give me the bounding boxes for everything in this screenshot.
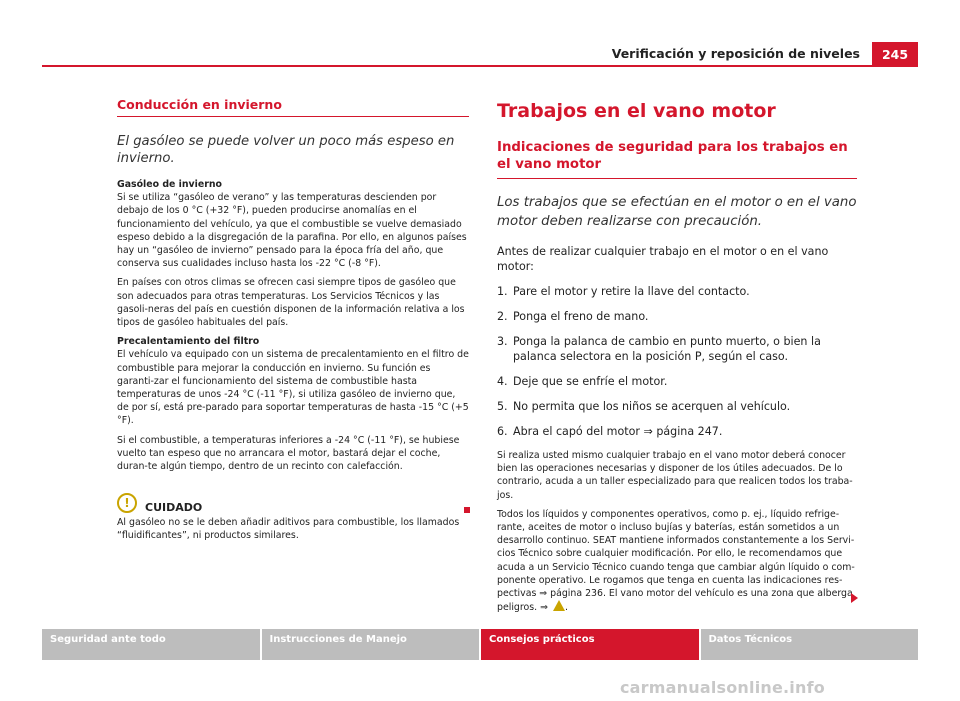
tab-seguridad[interactable]: Seguridad ante todo (42, 629, 260, 660)
list-item: 1. Pare el motor y retire la llave del contacto. (497, 285, 750, 298)
chapter-title: Trabajos en el vano motor (497, 100, 776, 122)
intro-paragraph: Antes de realizar cualquier trabajo en el motor o en el vano motor: (497, 245, 829, 273)
list-item: 6. Abra el capó del motor ⇒ página 247. (497, 425, 723, 438)
caution-label: CUIDADO (145, 501, 203, 515)
watermark: carmanualsonline.info (620, 678, 825, 697)
subheading-winter-diesel: Gasóleo de invierno (117, 179, 222, 190)
lead-text-winter: El gasóleo se puede volver un poco más espeso en invierno. (117, 134, 455, 166)
header-rule (42, 65, 872, 67)
running-header-title: Verificación y reposición de niveles (611, 46, 860, 61)
list-item: 5. No permita que los niños se acerquen al vehículo. (497, 400, 791, 413)
footer-nav (42, 629, 918, 660)
exclamation-icon: ! (117, 493, 137, 513)
paragraph: En países con otros climas se ofrecen casi siempre tipos de gasóleo que son adecuados para otras temperaturas. Los Servicios Técnicos y las gasoli-neras del país en cuestión disponen de la información relativa a los tipos de gasóleo habituales del país. (117, 277, 465, 329)
paragraph: El vehículo va equipado con un sistema de precalentamiento en el filtro de combustible para mejorar la conducción en invierno. Su función es garanti-zar el funcionamiento del sistema de combustible hasta temperaturas de unos -24 °C (-11 °F), si utiliza gasóleo de invierno que, de por sí, está pre-parado para soportar temperaturas de hasta -15 °C (+5 °F). (117, 349, 469, 427)
caution-text: Al gasóleo no se le deben añadir aditivos para combustible, los llamados “fluidificantes”, ni productos similares. (117, 517, 460, 542)
tab-instrucciones[interactable]: Instrucciones de Manejo (262, 629, 480, 660)
section-title-safety: Indicaciones de seguridad para los trabajos en el vano motor (497, 139, 857, 179)
subheading-filter-preheat: Precalentamiento del filtro (117, 336, 260, 348)
steps-list (497, 284, 857, 439)
left-column (117, 97, 469, 549)
right-column (497, 100, 857, 620)
lead-text-safety: Los trabajos que se efectúan en el motor o en el vano motor deben realizarse con precaución. (497, 195, 857, 229)
paragraph: Todos los líquidos y componentes operativos, como p. ej., líquido refrige-rante, aceites de motor o incluso bujías y baterías, están sometidos a un desarrollo continuo. SEAT mantiene informados constantemente a los Servi-cios Técnico sobre cualquier modificación. Por ello, le recomendamos que acuda a un Servicio Técnico cuando tenga que cambiar algún líquido o com-ponente operativo. Le rogamos que tenga en cuenta las indicaciones res-pectivas ⇒ página 236. El vano motor del vehículo es una zona que alberga peligros. ⇒ . (497, 508, 855, 614)
paragraph: Si realiza usted mismo cualquier trabajo en el vano motor deberá conocer bien las operaciones necesarias y disponer de los útiles adecuados. De lo contrario, acuda a un taller especializado para que realicen todos los traba-jos. (497, 450, 853, 501)
page-number-badge: 245 (872, 42, 918, 67)
tab-datos[interactable]: Datos Técnicos (701, 629, 919, 660)
continue-arrow-icon (851, 593, 858, 603)
list-item: 2. Ponga el freno de mano. (497, 310, 649, 323)
list-item: 3. Ponga la palanca de cambio en punto muerto, o bien la palanca selectora en la posición P, según el caso. (497, 335, 821, 363)
section-title-winter: Conducción en invierno (117, 97, 469, 117)
list-item: 4. Deje que se enfríe el motor. (497, 375, 668, 388)
tab-consejos[interactable]: Consejos prácticos (481, 629, 699, 660)
paragraph: Si se utiliza “gasóleo de verano” y las temperaturas descienden por debajo de los 0 °C (+32 °F), pueden producirse anomalías en el funcionamiento del vehículo, ya que el combustible se vuelve demasiado espeso debido a la disgregación de la parafina. Por ello, en algunos países hay un “gasóleo de invierno” pensado para la época fría del año, que conserva sus cualidades incluso hasta los -22 °C (-8 °F). (117, 192, 467, 270)
warning-triangle-icon[interactable] (553, 600, 565, 611)
paragraph: Si el combustible, a temperaturas inferiores a -24 °C (-11 °F), se hubiese vuelto tan espeso que no arrancara el motor, bastará dejar el coche, duran-te algún tiempo, dentro de un recinto con calefacción. (117, 434, 460, 473)
section-end-square-icon (464, 507, 470, 513)
caution-box (117, 491, 469, 514)
